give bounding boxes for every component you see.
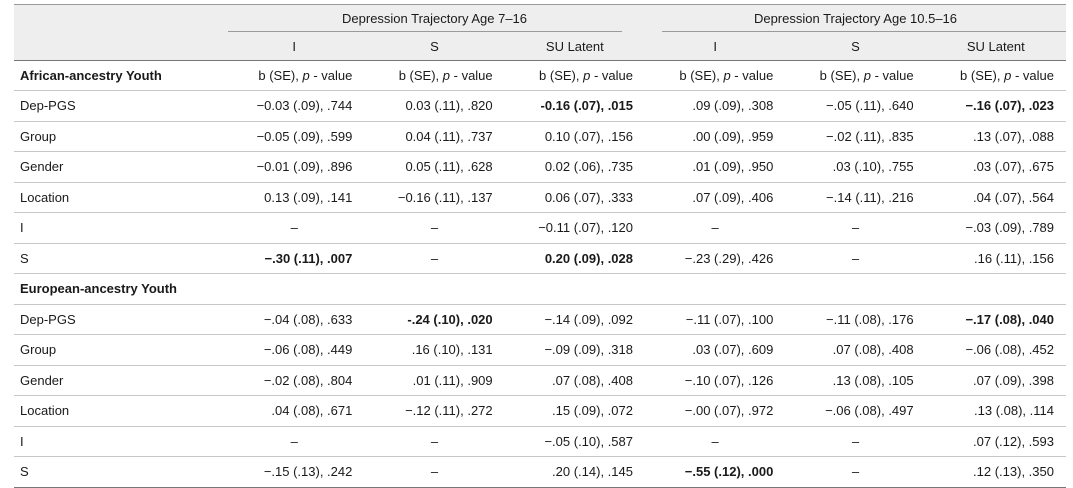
value-text-bold: −.30 (.11), .007 — [264, 250, 353, 266]
stat-label-cell — [505, 61, 645, 91]
value-text: −0.16 (.11), .137 — [397, 189, 493, 205]
section-header-row — [14, 61, 1066, 91]
stat-label-cell — [364, 61, 504, 91]
value-text: .07 (.09), .398 — [973, 372, 1054, 388]
value-cell — [364, 243, 504, 274]
subcol-header: SU Latent — [505, 32, 645, 61]
stat-label-cell — [785, 61, 925, 91]
group-header-age-10-5-16 — [645, 5, 1066, 33]
subcol-header: SU Latent — [926, 32, 1066, 61]
stat-label-rest: - value — [450, 68, 493, 83]
stat-label-rest: - value — [730, 68, 774, 83]
value-text: – — [430, 250, 439, 266]
value-cell — [785, 304, 925, 335]
table-row — [14, 304, 1066, 335]
row-label: Location — [14, 182, 224, 213]
row-label: Gender — [14, 365, 224, 396]
table-row — [14, 152, 1066, 183]
stat-label-p: p — [442, 68, 451, 83]
value-text-bold: 0.20 (.09), .028 — [544, 250, 633, 266]
stat-label-cell — [645, 274, 785, 305]
value-cell — [926, 335, 1066, 366]
value-cell — [645, 152, 785, 183]
value-text: – — [290, 220, 298, 236]
value-cell — [645, 335, 785, 366]
row-label: I — [14, 426, 224, 457]
group-header-row — [14, 5, 1066, 33]
value-cell — [224, 243, 364, 274]
stat-label-cell — [926, 274, 1066, 305]
value-cell — [505, 396, 645, 427]
value-text: −.06 (.08), .452 — [965, 342, 1054, 358]
table-row — [14, 335, 1066, 366]
value-text-bold: −.17 (.08), .040 — [965, 311, 1054, 327]
value-cell — [926, 243, 1066, 274]
value-cell — [926, 152, 1066, 183]
value-cell — [505, 121, 645, 152]
value-text: 0.06 (.07), .333 — [544, 189, 633, 205]
row-label: Dep-PGS — [14, 304, 224, 335]
value-text: .07 (.12), .593 — [973, 433, 1054, 449]
value-text: −.12 (.11), .272 — [405, 403, 493, 419]
value-cell — [224, 91, 364, 122]
stat-label-p: p — [302, 68, 310, 83]
value-text: – — [290, 433, 298, 449]
section-title: European-ancestry Youth — [14, 274, 224, 305]
value-text: – — [430, 433, 439, 449]
value-text: .12 (.13), .350 — [973, 464, 1054, 480]
value-cell — [785, 182, 925, 213]
value-cell — [224, 121, 364, 152]
value-cell — [645, 365, 785, 396]
value-text-bold: −.55 (.12), .000 — [684, 464, 774, 480]
value-cell — [926, 91, 1066, 122]
value-cell — [224, 396, 364, 427]
value-text: .00 (.09), .959 — [692, 128, 774, 144]
value-text: 0.04 (.11), .737 — [405, 128, 493, 144]
stat-label-cell — [364, 274, 504, 305]
table-body — [14, 5, 1066, 488]
value-cell — [505, 182, 645, 213]
value-text: −.00 (.07), .972 — [684, 403, 774, 419]
stat-label-p: p — [863, 68, 871, 83]
value-cell — [785, 91, 925, 122]
group-header-label: Depression Trajectory Age 7–16 — [342, 11, 528, 26]
value-cell — [645, 426, 785, 457]
value-cell — [645, 182, 785, 213]
stat-label-rest: - value — [1011, 68, 1054, 83]
stat-label-b: b (SE), — [819, 68, 864, 83]
value-text: .07 (.08), .408 — [552, 372, 633, 388]
value-cell — [785, 152, 925, 183]
value-text: – — [851, 220, 860, 236]
value-cell — [505, 152, 645, 183]
value-text: .09 (.09), .308 — [692, 98, 774, 114]
value-cell — [224, 335, 364, 366]
value-cell — [926, 457, 1066, 488]
value-cell — [645, 304, 785, 335]
group-header-age-7-16 — [224, 5, 645, 33]
stat-label-p: p — [583, 68, 591, 83]
value-text: −.05 (.11), .640 — [826, 98, 914, 114]
value-text: – — [851, 433, 860, 449]
row-label: Dep-PGS — [14, 91, 224, 122]
value-cell — [224, 365, 364, 396]
stat-label-cell — [224, 61, 364, 91]
value-text-bold: −.16 (.07), .023 — [965, 98, 1054, 114]
value-text: −.10 (.07), .126 — [684, 372, 774, 388]
value-cell — [926, 304, 1066, 335]
subcol-header: I — [224, 32, 364, 61]
value-cell — [645, 213, 785, 244]
section-title: African-ancestry Youth — [14, 61, 224, 91]
value-text: −.04 (.08), .633 — [263, 311, 353, 327]
value-text: 0.02 (.06), .735 — [544, 159, 633, 175]
value-text: −.06 (.08), .497 — [825, 403, 914, 419]
value-text: −.15 (.13), .242 — [263, 464, 353, 480]
value-text: −0.11 (.07), .120 — [538, 220, 633, 236]
value-text: .16 (.11), .156 — [974, 250, 1054, 266]
value-text: 0.13 (.09), .141 — [264, 189, 353, 205]
value-text: .13 (.08), .114 — [974, 403, 1054, 419]
value-text: .15 (.09), .072 — [552, 403, 633, 419]
value-text: −.02 (.08), .804 — [263, 372, 353, 388]
value-text: −.02 (.11), .835 — [826, 128, 914, 144]
value-cell — [224, 457, 364, 488]
value-cell — [785, 121, 925, 152]
value-cell — [926, 213, 1066, 244]
value-cell — [926, 182, 1066, 213]
row-label: S — [14, 243, 224, 274]
section-header-row — [14, 274, 1066, 305]
value-cell — [224, 213, 364, 244]
stat-label-b: b (SE), — [258, 68, 303, 83]
value-text: – — [711, 433, 719, 449]
value-cell — [505, 213, 645, 244]
value-cell — [645, 396, 785, 427]
value-text: – — [430, 220, 439, 236]
row-label: Group — [14, 335, 224, 366]
stat-label-b: b (SE), — [398, 68, 443, 83]
value-text: 0.10 (.07), .156 — [544, 128, 633, 144]
row-label: Group — [14, 121, 224, 152]
row-label: S — [14, 457, 224, 488]
value-text: .04 (.07), .564 — [973, 189, 1054, 205]
table-row — [14, 121, 1066, 152]
stat-label-b: b (SE), — [960, 68, 1005, 83]
results-table — [14, 4, 1066, 488]
value-text: .03 (.10), .755 — [832, 159, 914, 175]
value-cell — [926, 396, 1066, 427]
value-text: −0.01 (.09), .896 — [256, 159, 353, 175]
table-row — [14, 182, 1066, 213]
value-cell — [926, 365, 1066, 396]
value-cell — [645, 91, 785, 122]
table-row — [14, 91, 1066, 122]
subcol-header: S — [785, 32, 925, 61]
table-row — [14, 457, 1066, 488]
row-label: Location — [14, 396, 224, 427]
stat-label-cell — [785, 274, 925, 305]
row-label: Gender — [14, 152, 224, 183]
table-row — [14, 243, 1066, 274]
value-cell — [505, 426, 645, 457]
value-text: .16 (.10), .131 — [411, 342, 493, 358]
stat-label-rest: - value — [309, 68, 353, 83]
value-cell — [364, 91, 504, 122]
table-row — [14, 213, 1066, 244]
value-text: .03 (.07), .609 — [692, 342, 774, 358]
value-text: −.11 (.08), .176 — [826, 311, 914, 327]
value-cell — [364, 213, 504, 244]
value-text: – — [851, 464, 860, 480]
value-text: .01 (.11), .909 — [412, 372, 493, 388]
value-cell — [505, 365, 645, 396]
group-header-label: Depression Trajectory Age 10.5–16 — [753, 11, 958, 26]
value-cell — [785, 396, 925, 427]
value-text: .07 (.09), .406 — [692, 189, 774, 205]
stat-label-cell — [645, 61, 785, 91]
subcol-header: I — [645, 32, 785, 61]
value-cell — [785, 457, 925, 488]
value-text: −0.03 (.09), .744 — [256, 98, 353, 114]
value-cell — [364, 396, 504, 427]
value-cell — [364, 426, 504, 457]
stat-label-rest: - value — [590, 68, 633, 83]
value-text: – — [851, 250, 860, 266]
value-text-bold: -.24 (.10), .020 — [407, 311, 493, 327]
value-cell — [505, 304, 645, 335]
value-text: −.14 (.11), .216 — [826, 189, 914, 205]
stat-label-p: p — [723, 68, 731, 83]
value-text: −.23 (.29), .426 — [684, 250, 774, 266]
table-row — [14, 426, 1066, 457]
stat-label-cell — [926, 61, 1066, 91]
value-text: 0.03 (.11), .820 — [405, 98, 493, 114]
value-text: – — [430, 464, 439, 480]
value-cell — [926, 121, 1066, 152]
value-text: −0.05 (.09), .599 — [256, 128, 353, 144]
value-text: −.09 (.09), .318 — [544, 342, 633, 358]
value-cell — [785, 213, 925, 244]
value-cell — [224, 426, 364, 457]
value-text: .20 (.14), .145 — [552, 464, 633, 480]
value-cell — [505, 243, 645, 274]
stat-label-rest: - value — [870, 68, 914, 83]
value-text: .07 (.08), .408 — [832, 342, 914, 358]
value-cell — [785, 365, 925, 396]
value-cell — [364, 152, 504, 183]
stat-label-b: b (SE), — [679, 68, 724, 83]
subcol-header: S — [364, 32, 504, 61]
value-text: 0.05 (.11), .628 — [405, 159, 493, 175]
stat-label-cell — [224, 274, 364, 305]
value-cell — [364, 365, 504, 396]
value-text: −.11 (.07), .100 — [685, 311, 774, 327]
stat-label-b: b (SE), — [539, 68, 584, 83]
value-cell — [224, 304, 364, 335]
value-text: .03 (.07), .675 — [973, 159, 1054, 175]
stat-label-cell — [505, 274, 645, 305]
value-cell — [364, 457, 504, 488]
value-text: .13 (.08), .105 — [832, 372, 914, 388]
table-row — [14, 365, 1066, 396]
value-text: .01 (.09), .950 — [692, 159, 774, 175]
value-cell — [645, 121, 785, 152]
value-cell — [785, 426, 925, 457]
value-text: .13 (.07), .088 — [973, 128, 1054, 144]
stat-label-p: p — [1004, 68, 1012, 83]
value-cell — [505, 335, 645, 366]
value-cell — [364, 182, 504, 213]
value-cell — [505, 91, 645, 122]
row-label: I — [14, 213, 224, 244]
value-cell — [785, 335, 925, 366]
value-cell — [645, 457, 785, 488]
value-text: −.06 (.08), .449 — [263, 342, 353, 358]
value-cell — [645, 243, 785, 274]
corner-cell — [14, 32, 224, 61]
subcolumn-header-row — [14, 32, 1066, 61]
value-text: −.05 (.10), .587 — [544, 433, 633, 449]
value-cell — [364, 335, 504, 366]
value-cell — [364, 121, 504, 152]
value-text: −.14 (.09), .092 — [544, 311, 633, 327]
corner-cell — [14, 5, 224, 33]
value-text-bold: -0.16 (.07), .015 — [540, 98, 633, 114]
value-text: −.03 (.09), .789 — [965, 220, 1054, 236]
table-row — [14, 396, 1066, 427]
value-cell — [224, 182, 364, 213]
value-cell — [224, 152, 364, 183]
value-cell — [364, 304, 504, 335]
value-text: .04 (.08), .671 — [271, 403, 353, 419]
value-cell — [785, 243, 925, 274]
value-cell — [505, 457, 645, 488]
value-cell — [926, 426, 1066, 457]
value-text: – — [711, 220, 719, 236]
